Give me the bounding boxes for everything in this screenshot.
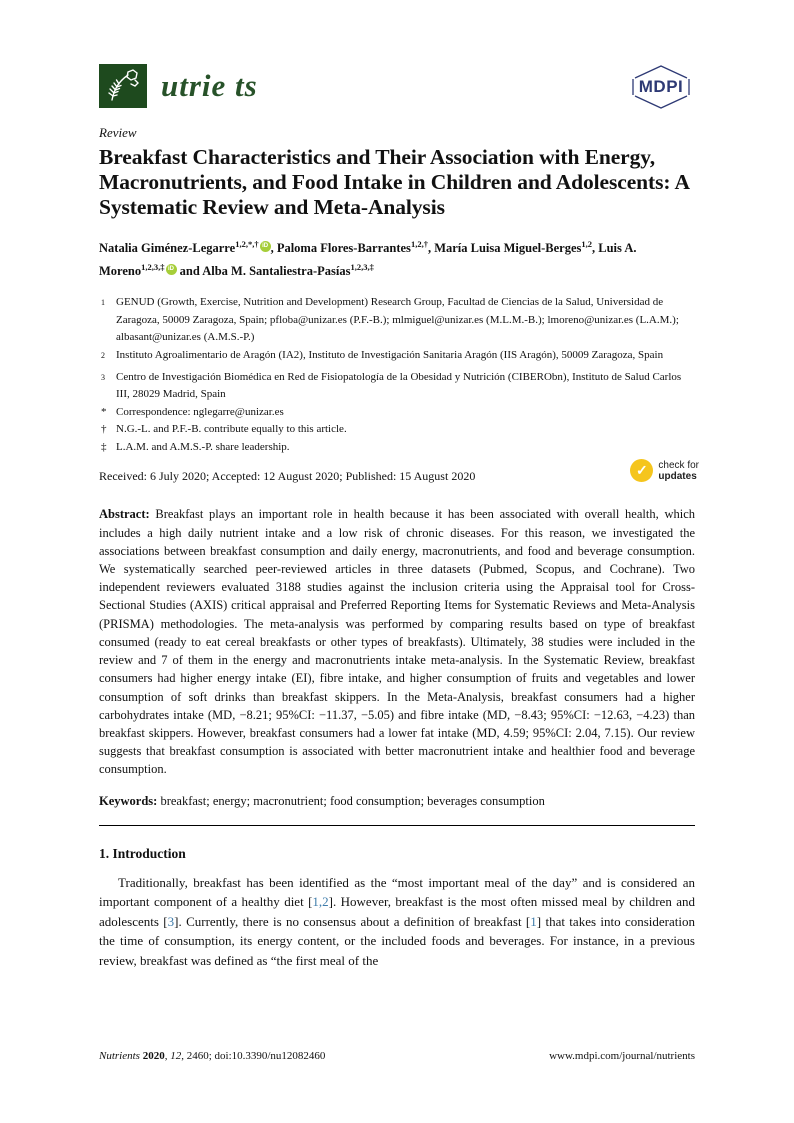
author-name: Luis A. Moreno <box>99 241 637 279</box>
affiliation-marker: 1 <box>101 298 105 308</box>
front-matter-divider <box>99 825 695 826</box>
correspondence-text: Correspondence: nglegarre@unizar.es <box>116 405 284 418</box>
affiliation-marker: 2 <box>101 350 105 360</box>
footer-volume: 12 <box>170 1050 182 1062</box>
affiliation-row <box>99 294 695 347</box>
affiliation-row <box>99 347 695 369</box>
dates-line: Received: 6 July 2020; Accepted: 12 August 2020; Published: 15 August 2020 <box>99 469 476 484</box>
author-separator: , <box>427 241 435 256</box>
citation-link[interactable]: 1 <box>530 913 537 929</box>
badge-line2: updates <box>658 470 697 482</box>
affiliation-marker: † <box>101 423 107 436</box>
check-for-updates-badge[interactable] <box>630 459 699 482</box>
page-footer <box>99 1050 695 1062</box>
introduction-paragraph <box>99 873 695 971</box>
author-name: Alba M. Santaliestra-Pasías <box>202 264 351 279</box>
author-name: María Luisa Miguel-Berges <box>434 241 582 256</box>
author-line <box>99 235 695 281</box>
mdpi-logo <box>627 64 695 110</box>
section-heading-introduction: 1. Introduction <box>99 845 186 861</box>
paragraph-text: ]. Currently, there is no consensus about a definition of breakfast [ <box>174 913 531 929</box>
author-separator: and <box>176 264 203 279</box>
badge-line1: check for <box>658 459 699 471</box>
paragraph-text: Traditionally, breakfast has been identified as the “most important meal of the day” and is considered an important component of a healthy diet [ <box>99 874 695 910</box>
affiliation-marker: 3 <box>101 372 105 382</box>
journal-logo-text: utrie ts <box>161 68 258 103</box>
keywords-label: Keywords: <box>99 793 158 808</box>
footer-year: 2020 <box>142 1050 165 1062</box>
affiliation-text: Instituto Agroalimentario de Aragón (IA2), Instituto de Investigación Sanitaria Aragón (IIS Aragón), 50009 Zaragoza, Spain <box>116 348 664 361</box>
affiliation-marker: ‡ <box>101 440 107 453</box>
affiliations-block <box>99 294 695 456</box>
footer-doi: , 2460; doi:10.3390/nu12082460 <box>181 1050 326 1062</box>
footer-journal-url[interactable]: www.mdpi.com/journal/nutrients <box>549 1050 695 1062</box>
article-type-label: Review <box>99 125 137 140</box>
author-name: Paloma Flores-Barrantes <box>276 241 411 256</box>
citation-link[interactable]: 1,2 <box>312 894 329 910</box>
author-name: Natalia Giménez-Legarre <box>99 241 236 256</box>
nutrients-leaf-logo-icon <box>99 64 147 108</box>
affiliation-row <box>99 439 695 457</box>
check-icon: ✓ <box>630 459 653 482</box>
journal-brand <box>99 64 258 108</box>
affiliation-row <box>99 421 695 439</box>
author-affil-sup: 1,2,3,‡ <box>350 262 374 273</box>
keywords-paragraph <box>99 792 695 810</box>
author-affil-sup: 1,2,† <box>410 239 428 249</box>
affiliation-text: Centro de Investigación Biomédica en Red de Fisiopatología de la Obesidad y Nutrición (CIBERObn), Instituto de Salud Carlos III, 28029 Madrid, Spain <box>116 370 682 401</box>
abstract-paragraph <box>99 505 695 778</box>
author-separator: , <box>592 241 599 256</box>
page-header <box>99 64 695 110</box>
citation-link[interactable]: 3 <box>167 913 175 929</box>
leadership-note: L.A.M. and A.M.S.-P. share leadership. <box>116 440 290 453</box>
paragraph-text: ] that takes into consideration the time of consumption, its energy content, or the included foods and beverages. For instance, in a previous review, breakfast was defined as “the first meal of the <box>99 913 695 968</box>
abstract-text: Breakfast plays an important role in health because it has been associated with overall health, which includes a high daily nutrient intake and a low risk of chronic diseases. For this reason, we investigated the associations between breakfast consumption and daily energy, macronutrients, and food and beverage consumption. We systematically searched peer-reviewed articles in three datasets (Pubmed, Scopus, and Cochrane). Two independent reviewers evaluated 3188 studies against the inclusion criteria using the Appraisal tool for Cross-Sectional Studies (AXIS) critical appraisal and Preferred Reporting Items for Systematic Reviews and Meta-Analysis (PRISMA) methodologies. The meta-analysis was performed by comparing results based on type of breakfast consumed (ready to eat cereal breakfasts or other types of breakfasts). Ultimately, 38 studies were included in the review and 7 of them in the energy and macronutrients intake meta-analysis. In the Systematic Review, breakfast consumers had higher energy intake (EI), fibre intake, and higher consumption of fruits and vegetables and lower consumption of soft drinks than breakfast skippers. In the Meta-Analysis, breakfast consumers had a higher carbohydrates intake (MD, −8.21; 95%CI: −11.37, −5.05) and fibre intake (MD, −8.43; 95%CI: −12.63, −4.23) than breakfast skippers. However, breakfast consumers had a lower fat intake (MD, 4.59; 95%CI: 2.04, 7.15). Our review suggests that breakfast consumption is associated with better macronutrient intake and healthier food and beverage consumption. <box>99 507 695 777</box>
orcid-icon[interactable]: iD <box>260 241 271 252</box>
author-affil-sup: 1,2,*,† <box>235 239 259 249</box>
orcid-icon[interactable]: iD <box>166 264 177 275</box>
author-affil-sup: 1,2,3,‡ <box>141 262 165 273</box>
contribution-note: N.G.-L. and P.F.-B. contribute equally to this article. <box>116 423 347 436</box>
footer-journal-name: Nutrients <box>99 1050 143 1062</box>
paragraph-text: ]. However, breakfast is the most often missed meal by children and adolescents [ <box>99 894 695 929</box>
author-affil-sup: 1,2 <box>581 239 593 249</box>
affiliation-text: GENUD (Growth, Exercise, Nutrition and Development) Research Group, Facultad de Ciencias de la Salud, Universidad de Zaragoza, 50009 Zaragoza, Spain; pfloba@unizar.es (P.F.-B.); mlmiguel@unizar.es (M.L.M.-B.); lmoreno@unizar.es (L.A.M.); albasant@unizar.es (A.M.S.-P.) <box>116 296 679 344</box>
article-title: Breakfast Characteristics and Their Association with Energy, Macronutrients, and Food Intake in Children and Adolescents: A Systematic Review and Meta-Analysis <box>99 145 689 219</box>
affiliation-marker: * <box>101 405 107 418</box>
affiliation-row <box>99 369 695 404</box>
footer-citation: Nutrients 2020, 12, 2460; doi:10.3390/nu12082460 <box>99 1050 326 1062</box>
author-separator: , <box>270 241 277 256</box>
mdpi-logo-text: MDPI <box>638 77 684 96</box>
keywords-text: breakfast; energy; macronutrient; food consumption; beverages consumption <box>160 793 545 808</box>
abstract-label: Abstract: <box>99 507 150 522</box>
affiliation-row <box>99 404 695 422</box>
dates-row <box>99 459 699 484</box>
